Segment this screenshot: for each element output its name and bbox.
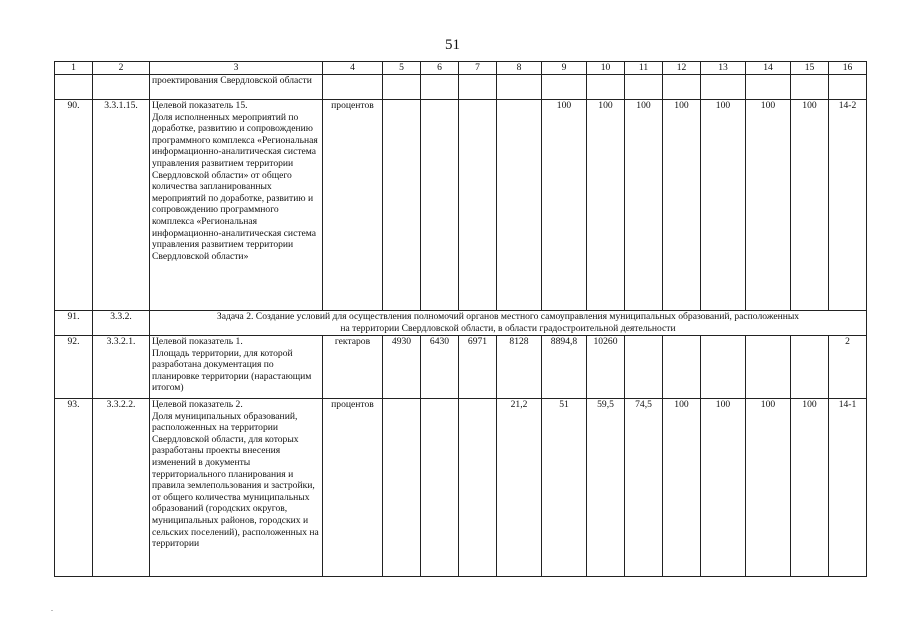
indicator-description: Доля муниципальных образований, расположенных на территории Свердловской области, для которых разработаны проекты внесения изменений в документы территориального планирования и правила землепользования и застройки, от общего количества муниципальных образований (городских округов, муниципальных районов, городских и сельских поселений), расположенных на территории bbox=[152, 410, 319, 550]
value-cell: 8128 bbox=[497, 336, 542, 399]
indicator-text: проектирования Свердловской области bbox=[150, 75, 323, 100]
value-cell: 100 bbox=[625, 100, 663, 311]
value-cell: 100 bbox=[587, 100, 625, 311]
unit: гектаров bbox=[323, 336, 383, 399]
indicator-description: Доля исполненных мероприятий по доработке, развитию и сопровождению программного комплекса «Региональная информационно-аналитическая система управления развитием территории Свердловской области» от общего количества запланированных мероприятий по доработке, развитию и сопровождению программного комплекса «Региональная информационно-аналитическая система управления развитием территории Свердловской области» bbox=[152, 111, 318, 262]
row-code: 3.3.2.2. bbox=[93, 399, 150, 577]
row-code: 3.3.2.1. bbox=[93, 336, 150, 399]
column-header: 8 bbox=[497, 62, 542, 75]
task-line-1: Задача 2. Создание условий для осуществления полномочий органов местного самоуправления муниципальных образований, расположенных bbox=[216, 311, 800, 322]
value-cell bbox=[421, 399, 459, 577]
value-cell: 6430 bbox=[421, 336, 459, 399]
value-cell: 100 bbox=[746, 399, 791, 577]
column-header: 5 bbox=[383, 62, 421, 75]
value-cell: 100 bbox=[701, 100, 746, 311]
value-cell bbox=[459, 399, 497, 577]
value-cell bbox=[791, 336, 829, 399]
column-header: 1 bbox=[55, 62, 93, 75]
task-row bbox=[55, 311, 867, 336]
column-header: 7 bbox=[459, 62, 497, 75]
row-number: 90. bbox=[55, 100, 93, 311]
table-row bbox=[55, 100, 867, 311]
task-text bbox=[150, 311, 867, 336]
value-cell bbox=[625, 336, 663, 399]
value-cell: 21,2 bbox=[497, 399, 542, 577]
value-cell: 100 bbox=[791, 100, 829, 311]
column-header: 2 bbox=[93, 62, 150, 75]
row-code: 3.3.1.15. bbox=[93, 100, 150, 311]
page-number: 51 bbox=[445, 37, 460, 53]
row-number: 93. bbox=[55, 399, 93, 577]
value-cell: 4930 bbox=[383, 336, 421, 399]
column-header: 13 bbox=[701, 62, 746, 75]
value-cell bbox=[663, 336, 701, 399]
value-cell bbox=[701, 336, 746, 399]
row-code: 3.3.2. bbox=[93, 311, 150, 336]
unit: процентов bbox=[323, 100, 383, 311]
indicator-text bbox=[150, 336, 323, 399]
indicators-table bbox=[54, 61, 867, 577]
value-cell: 100 bbox=[791, 399, 829, 577]
column-header: 6 bbox=[421, 62, 459, 75]
reference-cell: 2 bbox=[829, 336, 867, 399]
reference-cell: 14-1 bbox=[829, 399, 867, 577]
indicator-text bbox=[150, 100, 323, 311]
column-number-row bbox=[55, 62, 867, 75]
unit: процентов bbox=[323, 399, 383, 577]
table-row bbox=[55, 336, 867, 399]
value-cell: 100 bbox=[746, 100, 791, 311]
value-cell bbox=[383, 399, 421, 577]
column-header: 14 bbox=[746, 62, 791, 75]
column-header: 12 bbox=[663, 62, 701, 75]
row-number: 92. bbox=[55, 336, 93, 399]
scan-speck: . bbox=[51, 604, 53, 613]
column-header: 3 bbox=[150, 62, 323, 75]
row-number: 91. bbox=[55, 311, 93, 336]
column-header: 10 bbox=[587, 62, 625, 75]
value-cell bbox=[459, 100, 497, 311]
column-header: 9 bbox=[542, 62, 587, 75]
table-row bbox=[55, 75, 867, 100]
task-line-2: на территории Свердловской области, в области градостроительной деятельности bbox=[340, 322, 676, 334]
value-cell bbox=[421, 100, 459, 311]
indicator-text bbox=[150, 399, 323, 577]
value-cell: 74,5 bbox=[625, 399, 663, 577]
value-cell: 10260 bbox=[587, 336, 625, 399]
indicator-description: Площадь территории, для которой разработана документация по планировке территории (нарастающим итогом) bbox=[152, 347, 312, 394]
indicator-title: Целевой показатель 15. bbox=[152, 100, 248, 111]
value-cell bbox=[746, 336, 791, 399]
value-cell: 100 bbox=[663, 399, 701, 577]
indicator-title: Целевой показатель 1. bbox=[152, 336, 243, 347]
value-cell bbox=[383, 100, 421, 311]
column-header: 15 bbox=[791, 62, 829, 75]
value-cell bbox=[497, 100, 542, 311]
value-cell: 6971 bbox=[459, 336, 497, 399]
value-cell: 100 bbox=[701, 399, 746, 577]
value-cell: 51 bbox=[542, 399, 587, 577]
column-header: 11 bbox=[625, 62, 663, 75]
column-header: 4 bbox=[323, 62, 383, 75]
value-cell: 59,5 bbox=[587, 399, 625, 577]
reference-cell: 14-2 bbox=[829, 100, 867, 311]
value-cell: 100 bbox=[663, 100, 701, 311]
column-header: 16 bbox=[829, 62, 867, 75]
value-cell: 8894,8 bbox=[542, 336, 587, 399]
value-cell: 100 bbox=[542, 100, 587, 311]
table-row bbox=[55, 399, 867, 577]
indicator-title: Целевой показатель 2. bbox=[152, 399, 243, 410]
